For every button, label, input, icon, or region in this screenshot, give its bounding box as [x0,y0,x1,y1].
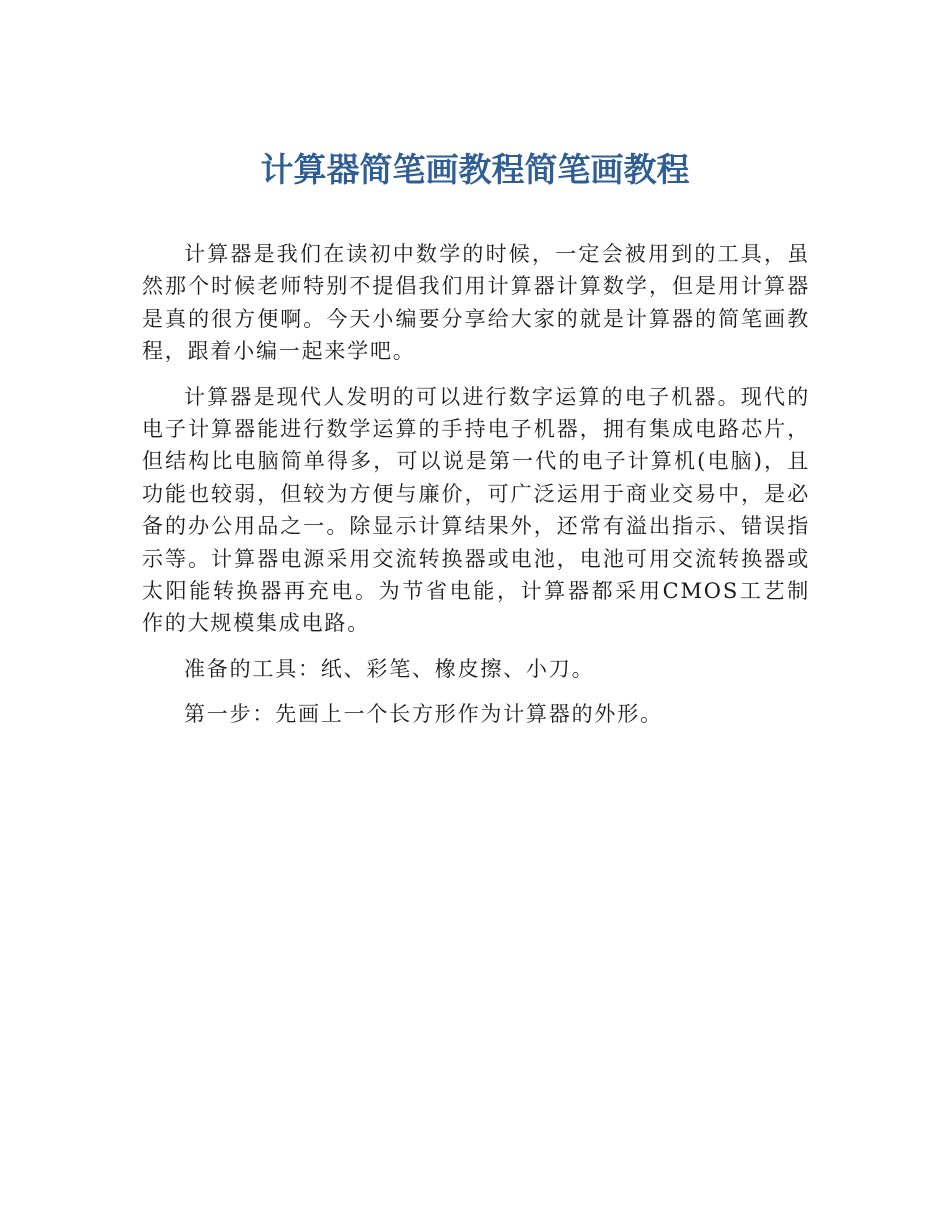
paragraph-tools: 准备的工具：纸、彩笔、橡皮擦、小刀。 [184,656,595,681]
article-body [142,238,810,744]
paragraph-intro: 计算器是我们在读初中数学的时候，一定会被用到的工具，虽然那个时候老师特别不提倡我们用计算器计算数学，但是用计算器是真的很方便啊。今天小编要分享给大家的就是计算器的简笔画教程，跟着小编一起来学吧。 [142,242,810,364]
page-title: 计算器简笔画教程简笔画教程 [260,150,690,189]
paragraph-step-one: 第一步：先画上一个长方形作为计算器的外形。 [184,702,663,727]
paragraph-definition: 计算器是现代人发明的可以进行数字运算的电子机器。现代的电子计算器能进行数学运算的手持电子机器，拥有集成电路芯片，但结构比电脑简单得多，可以说是第一代的电子计算机(电脑)，且功能也较弱，但较为方便与廉价，可广泛运用于商业交易中，是必备的办公用品之一。除显示计算结果外，还常有溢出指示、错误指示等。计算器电源采用交流转换器或电池，电池可用交流转换器或太阳能转换器再充电。为节省电能，计算器都采用CMOS工艺制作的大规模集成电路。 [142,384,810,636]
